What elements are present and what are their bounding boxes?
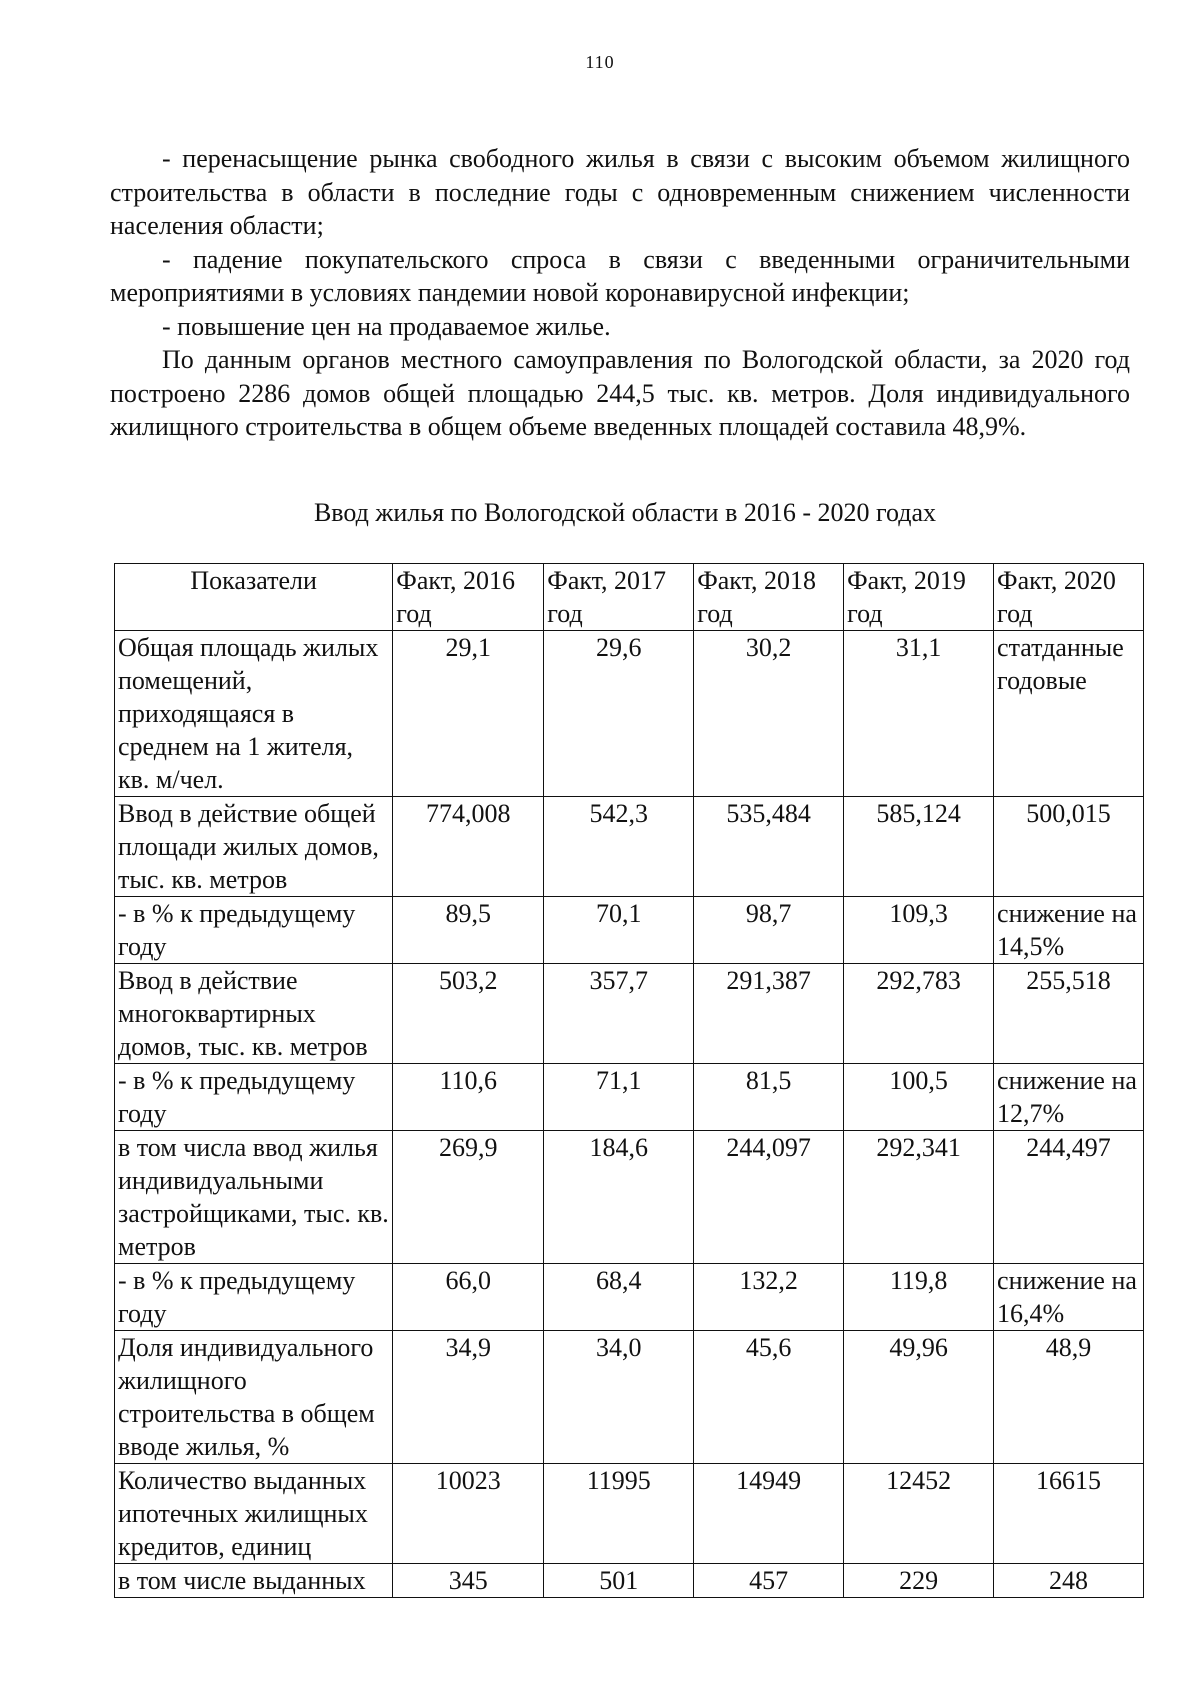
table-cell: 229 — [844, 1564, 994, 1598]
column-header: Факт, 2016 год — [393, 564, 544, 631]
table-row — [115, 964, 1144, 1064]
table-cell: 110,6 — [393, 1064, 544, 1131]
column-header: Факт, 2017 год — [544, 564, 694, 631]
table-cell: 457 — [694, 1564, 844, 1598]
table-cell: снижение на 12,7% — [994, 1064, 1144, 1131]
table-row — [115, 1264, 1144, 1331]
table-cell: 98,7 — [694, 897, 844, 964]
table-cell: 585,124 — [844, 797, 994, 897]
table-cell: 31,1 — [844, 631, 994, 797]
column-header: Показатели — [115, 564, 393, 631]
table-row — [115, 797, 1144, 897]
table-cell: 774,008 — [393, 797, 544, 897]
table-row — [115, 1064, 1144, 1131]
row-label: Доля индивидуального жилищного строительства в общем вводе жилья, % — [115, 1331, 393, 1464]
column-header: Факт, 2020 год — [994, 564, 1144, 631]
table-title: Ввод жилья по Вологодской области в 2016 - 2020 годах — [313, 498, 937, 527]
table-cell: 119,8 — [844, 1264, 994, 1331]
table-cell: 109,3 — [844, 897, 994, 964]
table-cell: 269,9 — [393, 1131, 544, 1264]
housing-table — [114, 563, 1144, 1598]
paragraph: - повышение цен на продаваемое жилье. — [162, 311, 611, 341]
table-cell: 291,387 — [694, 964, 844, 1064]
table-row — [115, 1564, 1144, 1598]
row-label: Ввод в действие многоквартирных домов, тыс. кв. метров — [115, 964, 393, 1064]
table-cell: 501 — [544, 1564, 694, 1598]
table-cell: 29,1 — [393, 631, 544, 797]
table-cell: снижение на 14,5% — [994, 897, 1144, 964]
table-cell: 81,5 — [694, 1064, 844, 1131]
table-cell: 14949 — [694, 1464, 844, 1564]
table-cell: 10023 — [393, 1464, 544, 1564]
row-label: - в % к предыдущему году — [115, 1064, 393, 1131]
table-cell: 292,341 — [844, 1131, 994, 1264]
table-cell: 542,3 — [544, 797, 694, 897]
row-label: - в % к предыдущему году — [115, 897, 393, 964]
table-cell: 535,484 — [694, 797, 844, 897]
table-cell: снижение на 16,4% — [994, 1264, 1144, 1331]
table-cell: 70,1 — [544, 897, 694, 964]
table-cell: 12452 — [844, 1464, 994, 1564]
paragraph: - перенасыщение рынка свободного жилья в связи с высоким объемом жилищного строительства в области в последние годы с одновременным снижением численности населения области; — [110, 144, 1130, 240]
row-label: Общая площадь жилых помещений, приходящаяся в среднем на 1 жителя, кв. м/чел. — [115, 631, 393, 797]
table-cell: 244,097 — [694, 1131, 844, 1264]
column-header: Факт, 2019 год — [844, 564, 994, 631]
table-row — [115, 1464, 1144, 1564]
table-cell: 100,5 — [844, 1064, 994, 1131]
table-cell: 49,96 — [844, 1331, 994, 1464]
table-cell: 500,015 — [994, 797, 1144, 897]
table-cell: 184,6 — [544, 1131, 694, 1264]
table-row — [115, 1331, 1144, 1464]
table-cell: 66,0 — [393, 1264, 544, 1331]
table-cell: 34,0 — [544, 1331, 694, 1464]
table-cell: 357,7 — [544, 964, 694, 1064]
paragraph: - падение покупательского спроса в связи с введенными ограничительными мероприятиями в условиях пандемии новой коронавирусной инфекции; — [110, 244, 1130, 307]
table-row — [115, 631, 1144, 797]
table-cell: 292,783 — [844, 964, 994, 1064]
table-cell: 11995 — [544, 1464, 694, 1564]
row-label: Ввод в действие общей площади жилых домов, тыс. кв. метров — [115, 797, 393, 897]
table-cell: 34,9 — [393, 1331, 544, 1464]
row-label: - в % к предыдущему году — [115, 1264, 393, 1331]
row-label: в том числе выданных — [115, 1564, 393, 1598]
table-cell: 30,2 — [694, 631, 844, 797]
table-cell: статданные годовые — [994, 631, 1144, 797]
table-cell: 71,1 — [544, 1064, 694, 1131]
table-cell: 29,6 — [544, 631, 694, 797]
table-row — [115, 897, 1144, 964]
table-cell: 89,5 — [393, 897, 544, 964]
column-header: Факт, 2018 год — [694, 564, 844, 631]
table-cell: 45,6 — [694, 1331, 844, 1464]
page-number: 110 — [585, 52, 615, 72]
table-header-row — [115, 564, 1144, 631]
table-cell: 248 — [994, 1564, 1144, 1598]
table-cell: 68,4 — [544, 1264, 694, 1331]
table-cell: 255,518 — [994, 964, 1144, 1064]
paragraph: По данным органов местного самоуправления по Вологодской области, за 2020 год построено 2286 домов общей площадью 244,5 тыс. кв. метров. Доля индивидуального жилищного строительства в общем объеме введенных площадей составила 48,9%. — [110, 345, 1130, 441]
row-label: в том числа ввод жилья индивидуальными застройщиками, тыс. кв. метров — [115, 1131, 393, 1264]
table-cell: 132,2 — [694, 1264, 844, 1331]
row-label: Количество выданных ипотечных жилищных кредитов, единиц — [115, 1464, 393, 1564]
table-row — [115, 1131, 1144, 1264]
table-cell: 48,9 — [994, 1331, 1144, 1464]
table-cell: 244,497 — [994, 1131, 1144, 1264]
table-cell: 16615 — [994, 1464, 1144, 1564]
body-text — [110, 142, 1130, 444]
table-cell: 503,2 — [393, 964, 544, 1064]
table-cell: 345 — [393, 1564, 544, 1598]
